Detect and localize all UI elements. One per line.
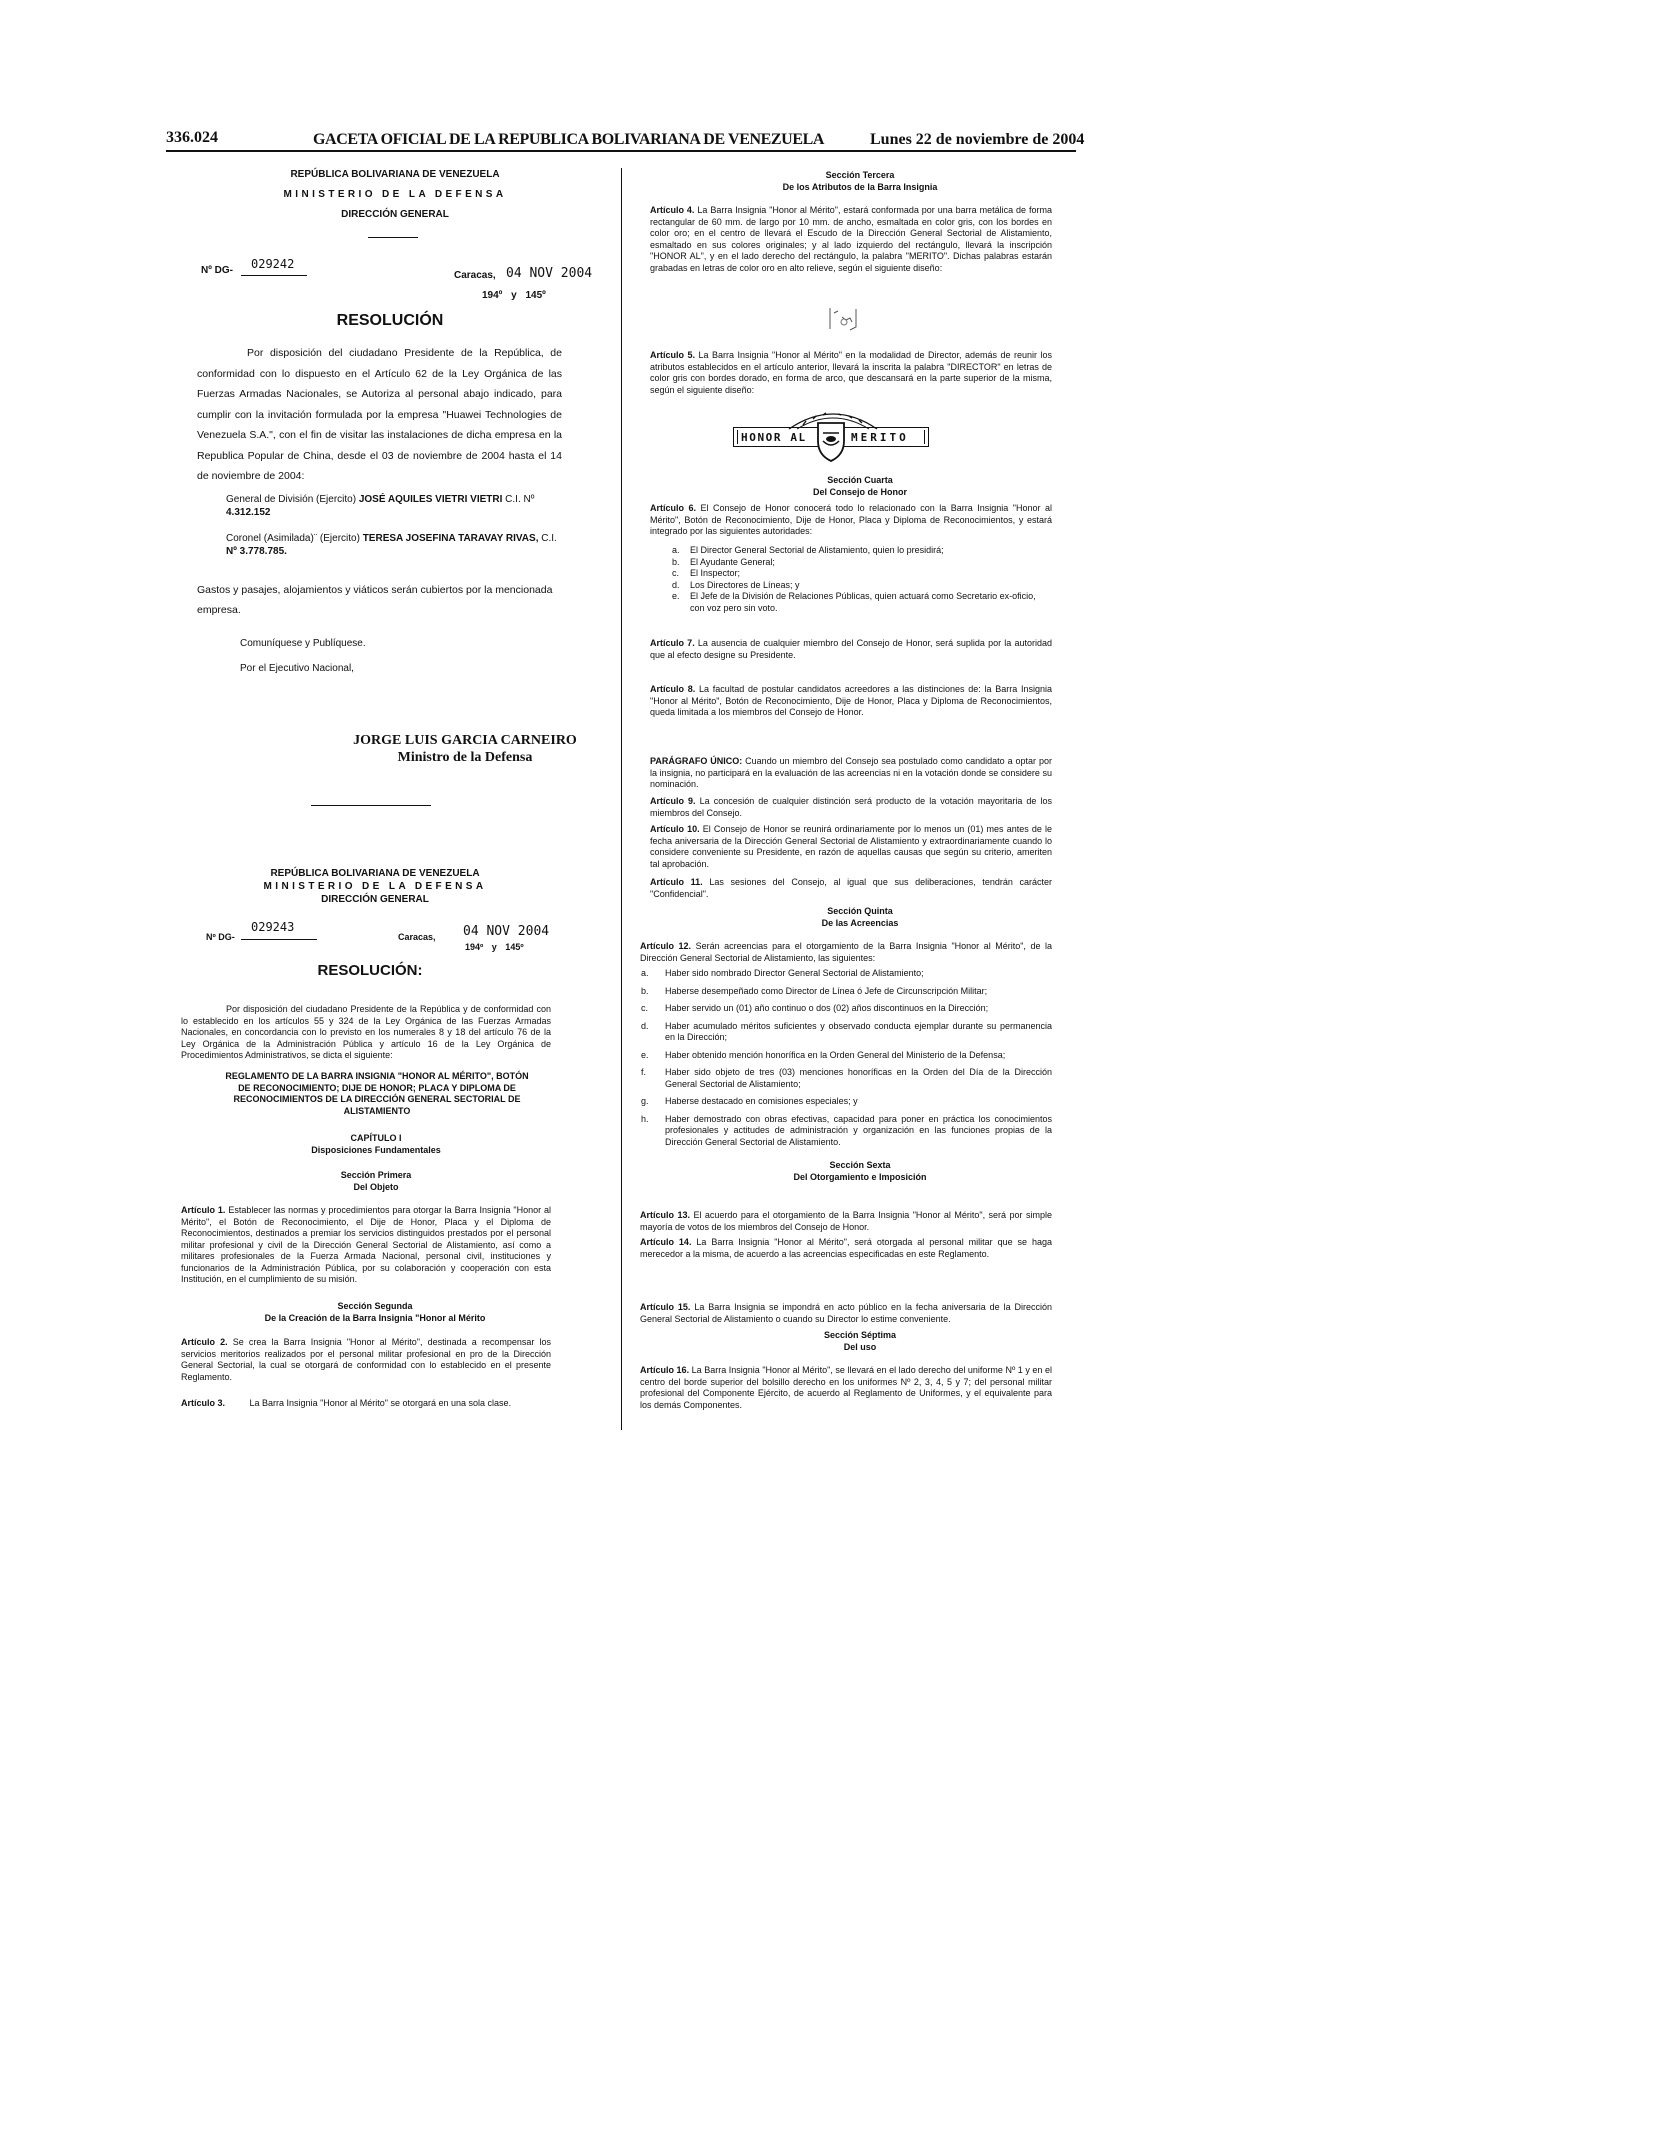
res1-years: 194º y 145º bbox=[482, 290, 546, 301]
list-item bbox=[641, 968, 1052, 980]
res2-date-stamp: 04 NOV 2004 bbox=[463, 924, 550, 939]
chapter-1-number: CAPÍTULO I bbox=[350, 1133, 402, 1143]
res1-ejecutivo: Por el Ejecutivo Nacional, bbox=[240, 663, 354, 674]
list-marker: h. bbox=[641, 1113, 649, 1124]
res1-nro: 029242 bbox=[251, 257, 295, 271]
res1-ministry: MINISTERIO DE LA DEFENSA bbox=[283, 189, 507, 200]
paragrafo-unico bbox=[650, 756, 1052, 791]
list-item bbox=[641, 1096, 1052, 1108]
article-11-text: Las sesiones del Consejo, al igual que sus deliberaciones, tendrán carácter "Confidencial". bbox=[650, 877, 1052, 899]
list-item bbox=[672, 545, 1052, 557]
page-number: 336.024 bbox=[166, 129, 218, 146]
article-7 bbox=[650, 638, 1052, 661]
section-7-title: Del uso bbox=[843, 1341, 877, 1352]
header-rule bbox=[166, 150, 1076, 152]
list-text: Haberse destacado en comisiones especiales; y bbox=[665, 1096, 858, 1106]
list-marker: e. bbox=[641, 1049, 649, 1060]
list-item bbox=[672, 580, 1052, 592]
badge-right-text: MERITO bbox=[851, 431, 909, 444]
list-text: Haber sido objeto de tres (03) menciones honoríficas en la Orden del Día de la Dirección General Sectorial de Alistamiento; bbox=[665, 1067, 1052, 1089]
small-badge-image bbox=[820, 305, 865, 333]
section-2 bbox=[215, 1301, 535, 1324]
res1-nro-rule bbox=[241, 275, 307, 276]
res-separator-rule bbox=[311, 805, 431, 806]
article-13-text: El acuerdo para el otorgamiento de la Barra Insignia "Honor al Mérito", será por simple mayoría de votos de los miembros del Consejo de Honor. bbox=[640, 1210, 1052, 1232]
res1-nro-label: Nº DG- bbox=[201, 265, 233, 276]
res1-person1-ci: C.I. Nº bbox=[505, 494, 535, 505]
section-3 bbox=[730, 170, 990, 193]
article-14 bbox=[640, 1237, 1052, 1260]
res1-person1-rank: General de División (Ejercito) bbox=[226, 494, 357, 505]
list-item bbox=[641, 986, 1052, 998]
paragrafo-label: PARÁGRAFO ÚNICO: bbox=[650, 756, 743, 766]
article-12-label: Artículo 12. bbox=[640, 941, 692, 951]
res1-person2 bbox=[226, 532, 571, 558]
section-5-title: De las Acreencias bbox=[821, 917, 899, 928]
article-2 bbox=[181, 1337, 551, 1383]
list-text: El Jefe de la División de Relaciones Públicas, quien actuará como Secretario ex-oficio, con voz pero sin voto. bbox=[690, 591, 1036, 613]
article-3-label: Artículo 3. bbox=[181, 1398, 226, 1408]
section-4-number: Sección Cuarta bbox=[827, 475, 893, 485]
res2-nro: 029243 bbox=[251, 920, 295, 934]
column-divider bbox=[621, 168, 622, 1430]
section-7-number: Sección Séptima bbox=[823, 1330, 897, 1340]
list-marker: c. bbox=[641, 1003, 649, 1013]
section-4-title: Del Consejo de Honor bbox=[812, 486, 907, 497]
article-4-text: La Barra Insignia "Honor al Mérito", estará conformada por una barra metálica de forma rectangular de 60 mm. de largo por 10 mm. de ancho, esmaltada en color gris, con los bordes en color oro; en el centro de llevará el Escudo de la Dirección General Sectorial de Alistamiento, esmaltado en sus colores originales; y al lado izquierdo del rectángulo, llevará la inscripción "HONOR AL", y en el lado derecho del rectángulo, la palabra "MERITO". Dichas palabras estarán grabadas en letras de color oro en alto relieve, según el siguiente diseño: bbox=[650, 205, 1052, 273]
chapter-1 bbox=[246, 1133, 506, 1156]
res2-place: Caracas, bbox=[398, 932, 436, 942]
article-1-text: Establecer las normas y procedimientos para otorgar la Barra Insignia "Honor al Mérito", el Botón de Reconocimiento, el Dije de Honor, Placa y el Diploma de Reconocimientos, destinados a premiar los servicios distinguidos prestados por el personal militar profesional y civil de la Dirección General Sectorial de Alistamiento, así como a militares profesionales de la Fuerza Armada Nacional, personal civil, instituciones y funcionarios de la Administración Pública, por su colaboración y cooperación con esta Institución, en el cumplimiento de su misión. bbox=[181, 1205, 551, 1284]
res1-republic: REPÚBLICA BOLIVARIANA DE VENEZUELA bbox=[290, 169, 500, 180]
res1-place: Caracas, bbox=[454, 270, 496, 281]
gazette-title: GACETA OFICIAL DE LA REPUBLICA BOLIVARIANA DE VENEZUELA bbox=[313, 131, 825, 148]
res1-header-rule bbox=[368, 237, 418, 238]
list-text: El Inspector; bbox=[690, 568, 741, 578]
article-5 bbox=[650, 350, 1052, 396]
section-5-number: Sección Quinta bbox=[827, 906, 893, 916]
res1-person1-num: 4.312.152 bbox=[226, 507, 271, 518]
list-marker: b. bbox=[672, 556, 680, 567]
article-1-label: Artículo 1. bbox=[181, 1205, 226, 1215]
section-2-title: De la Creación de la Barra Insignia "Honor al Mérito bbox=[264, 1312, 486, 1323]
res2-title: RESOLUCIÓN: bbox=[317, 962, 423, 979]
res2-nro-rule bbox=[241, 939, 317, 940]
section-2-number: Sección Segunda bbox=[337, 1301, 413, 1311]
res1-signer-title: Ministro de la Defensa bbox=[397, 750, 533, 765]
article-14-text: La Barra Insignia "Honor al Mérito", será otorgada al personal militar que se haga merecedor a la misma, de acuerdo a las acreencias especificadas en este Reglamento. bbox=[640, 1237, 1052, 1259]
res1-body: Por disposición del ciudadano Presidente de la República, de conformidad con lo dispuesto en el Artículo 62 de la Ley Orgánica de las Fuerzas Armadas Nacionales, se Autoriza al personal abajo indicado, para cumplir con la invitación formulada por la empresa "Huawei Technologies de Venezuela S.A.", con el fin de visitar las instalaciones de dicha empresa en la Republica Popular de China, desde el 03 de noviembre de 2004 hasta el 14 de noviembre de 2004: bbox=[197, 347, 562, 482]
res1-person1 bbox=[226, 493, 566, 519]
section-6 bbox=[720, 1160, 1000, 1183]
section-4 bbox=[730, 475, 990, 498]
article-11 bbox=[650, 877, 1052, 900]
article-3 bbox=[181, 1398, 561, 1410]
article-15-text: La Barra Insignia se impondrá en acto público en la fecha aniversaria de la Dirección General Sectorial de Alistamiento o cuando su Director lo estime conveniente. bbox=[640, 1302, 1052, 1324]
list-text: Los Directores de Líneas; y bbox=[690, 579, 800, 590]
article-15-label: Artículo 15. bbox=[640, 1302, 691, 1312]
article-16-label: Artículo 16. bbox=[640, 1365, 690, 1375]
article-4 bbox=[650, 205, 1052, 274]
article-2-text: Se crea la Barra Insignia "Honor al Mérito", destinada a recompensar los servicios meritorios realizados por el personal militar profesional en pro de la Dirección General Sectorial, la cual se otorgará de conformidad con lo establecido en el presente Reglamento. bbox=[181, 1337, 551, 1382]
section-5 bbox=[730, 906, 990, 929]
list-item bbox=[672, 568, 1052, 580]
article-6-label: Artículo 6. bbox=[650, 503, 697, 513]
article-13-label: Artículo 13. bbox=[640, 1210, 690, 1220]
list-marker: a. bbox=[641, 968, 649, 978]
article-4-label: Artículo 4. bbox=[650, 205, 695, 215]
list-item bbox=[672, 591, 1052, 614]
article-9-text: La concesión de cualquier distinción será producto de la votación mayoritaria de los miembros del Consejo. bbox=[650, 796, 1052, 818]
res1-person1-name: JOSÉ AQUILES VIETRI VIETRI bbox=[358, 494, 503, 505]
article-12-text: Serán acreencias para el otorgamiento de la Barra Insignia "Honor al Mérito", de la Dirección General Sectorial de Alistamiento, las siguientes: bbox=[640, 941, 1052, 963]
article-16 bbox=[640, 1365, 1052, 1411]
article-12-list bbox=[641, 968, 1052, 1148]
res2-direction: DIRECCIÓN GENERAL bbox=[321, 894, 429, 905]
res1-direction: DIRECCIÓN GENERAL bbox=[341, 209, 449, 220]
section-3-title: De los Atributos de la Barra Insignia bbox=[782, 181, 938, 192]
paragrafo-text: Cuando un miembro del Consejo sea postulado como candidato a optar por la insignia, no participará en la evaluación de las acreencias ni en la votación donde se considere su nominación. bbox=[650, 756, 1052, 789]
list-marker: d. bbox=[672, 579, 680, 590]
section-3-number: Sección Tercera bbox=[825, 170, 895, 180]
res1-signer-name: JORGE LUIS GARCIA CARNEIRO bbox=[353, 733, 577, 748]
list-item bbox=[672, 557, 1052, 569]
article-16-text: La Barra Insignia "Honor al Mérito", se llevará en el lado derecho del uniforme Nº 1 y en el centro del borde superior del bolsillo derecho en los uniformes Nº 2, 3, 4, 5 y 7; del personal militar profesional del Componente Ejército, de acuerdo al Reglamento de Uniformes, y el equivalente para los demás Componentes. bbox=[640, 1365, 1052, 1410]
article-14-label: Artículo 14. bbox=[640, 1237, 692, 1247]
section-1 bbox=[246, 1170, 506, 1193]
section-1-number: Sección Primera bbox=[340, 1170, 412, 1180]
res2-years: 194º y 145º bbox=[465, 942, 524, 952]
chapter-1-title: Disposiciones Fundamentales bbox=[311, 1144, 441, 1155]
article-11-label: Artículo 11. bbox=[650, 877, 703, 887]
res1-date-stamp: 04 NOV 2004 bbox=[506, 266, 593, 281]
list-text: Haber acumulado méritos suficientes y observado conducta ejemplar durante su permanencia en la Dirección; bbox=[665, 1020, 1052, 1042]
article-7-label: Artículo 7. bbox=[650, 638, 695, 648]
article-3-text: La Barra Insignia "Honor al Mérito" se otorgará en una sola clase. bbox=[249, 1398, 512, 1408]
article-9 bbox=[650, 796, 1052, 819]
director-badge bbox=[733, 405, 931, 467]
res1-person2-rank: Coronel (Asimilada)¨ (Ejercito) bbox=[226, 533, 360, 544]
article-8-label: Artículo 8. bbox=[650, 684, 696, 694]
list-marker: f. bbox=[641, 1067, 647, 1077]
article-10-text: El Consejo de Honor se reunirá ordinariamente por lo menos un (01) mes antes de le fecha aniversaria de la Dirección General Sectorial de Alistamiento y extraordinariamente cuando lo considere conveniente su Presidente, en razón de aquellas causas que según su criterio, ameriten tal aprobación. bbox=[650, 824, 1052, 869]
article-8 bbox=[650, 684, 1052, 719]
article-12 bbox=[640, 941, 1052, 964]
article-2-label: Artículo 2. bbox=[181, 1337, 228, 1347]
list-item bbox=[641, 1003, 1052, 1015]
res1-person2-num: Nº 3.778.785. bbox=[226, 546, 287, 557]
res1-gastos: Gastos y pasajes, alojamientos y viáticos serán cubiertos por la mencionada empresa. bbox=[197, 584, 553, 616]
list-item bbox=[641, 1021, 1052, 1044]
list-text: Haber sido nombrado Director General Sectorial de Alistamiento; bbox=[665, 968, 924, 978]
list-text: Haber demostrado con obras efectivas, capacidad para poner en práctica los conocimientos profesionales y actitudes de administración y organización en las funciones propias de la Dirección General Sectorial de Alistamiento. bbox=[665, 1113, 1052, 1147]
list-marker: a. bbox=[672, 545, 680, 555]
res1-person2-name: TERESA JOSEFINA TARAVAY RIVAS, bbox=[362, 533, 539, 544]
res1-comuniquese: Comuníquese y Publíquese. bbox=[240, 638, 366, 649]
list-marker: e. bbox=[672, 591, 680, 601]
badge-shield-icon bbox=[815, 419, 847, 463]
section-6-title: Del Otorgamiento e Imposición bbox=[793, 1171, 927, 1182]
gazette-date: Lunes 22 de noviembre de 2004 bbox=[870, 131, 1085, 148]
res1-person2-ci: C.I. bbox=[541, 533, 557, 544]
article-8-text: La facultad de postular candidatos acreedores a las distinciones de: la Barra Insignia "Honor al Mérito", Botón de Reconocimiento, Dije de Honor, Placa y Diploma de Reconocimientos, queda limitada a los miembros del Consejo de Honor. bbox=[650, 684, 1052, 717]
list-text: Haber obtenido mención honorífica en la Orden General del Ministerio de la Defensa; bbox=[665, 1049, 1006, 1060]
list-text: El Ayudante General; bbox=[690, 556, 775, 567]
article-6-list bbox=[672, 545, 1052, 614]
list-text: Haber servido un (01) año continuo o dos (02) años discontinuos en la Dirección; bbox=[665, 1003, 989, 1013]
list-marker: d. bbox=[641, 1020, 649, 1031]
res2-republic: REPÚBLICA BOLIVARIANA DE VENEZUELA bbox=[270, 868, 480, 879]
article-9-label: Artículo 9. bbox=[650, 796, 696, 806]
reglamento-title: REGLAMENTO DE LA BARRA INSIGNIA "HONOR AL MÉRITO", BOTÓN DE RECONOCIMIENTO; DIJE DE HONOR; PLACA Y DIPLOMA DE RECONOCIMIENTOS DE LA DIRECCIÓN GENERAL SECTORIAL DE ALISTAMIENTO bbox=[225, 1071, 529, 1116]
res1-title: RESOLUCIÓN bbox=[336, 312, 444, 329]
article-13 bbox=[640, 1210, 1052, 1233]
article-6 bbox=[650, 503, 1052, 538]
article-10 bbox=[650, 824, 1052, 870]
res2-ministry: MINISTERIO DE LA DEFENSA bbox=[263, 881, 487, 892]
list-marker: c. bbox=[672, 568, 680, 578]
res2-nro-label: Nº DG- bbox=[206, 932, 235, 942]
section-1-title: Del Objeto bbox=[353, 1181, 399, 1192]
section-7 bbox=[720, 1330, 1000, 1353]
article-7-text: La ausencia de cualquier miembro del Consejo de Honor, será suplida por la autoridad que al efecto designe su Presidente. bbox=[650, 638, 1052, 660]
list-marker: b. bbox=[641, 985, 649, 996]
article-15 bbox=[640, 1302, 1052, 1325]
article-1 bbox=[181, 1205, 551, 1286]
res1-header bbox=[250, 168, 540, 221]
res2-header bbox=[230, 868, 520, 906]
article-5-label: Artículo 5. bbox=[650, 350, 695, 360]
article-6-text: El Consejo de Honor conocerá todo lo relacionado con la Barra Insignia "Honor al Mérito", Botón de Reconocimiento, Dije de Honor, Placa y Diploma de Reconocimientos, y estará integrado por las siguientes autoridades: bbox=[650, 503, 1052, 536]
list-item bbox=[641, 1067, 1052, 1090]
article-5-text: La Barra Insignia "Honor al Mérito" en la modalidad de Director, además de reunir los atributos establecidos en el artículo anterior, llevará la inscrita la palabra "DIRECTOR" en letras de color gris con bordes dorado, en forma de arco, que descansará en la parte superior de la misma, según el siguiente diseño: bbox=[650, 350, 1052, 395]
badge-left-text: HONOR AL bbox=[741, 431, 807, 444]
section-6-number: Sección Sexta bbox=[829, 1160, 891, 1170]
list-text: El Director General Sectorial de Alistamiento, quien lo presidirá; bbox=[690, 545, 944, 555]
list-item bbox=[641, 1050, 1052, 1062]
res2-body: Por disposición del ciudadano Presidente de la República y de conformidad con lo establecido en los artículos 55 y 324 de la Ley Orgánica de las Fuerzas Armadas Nacionales, en concordancia con lo previsto en los numerales 8 y 18 del artículo 76 de la Ley Orgánica de la Administración Pública y artículo 16 de la Ley Orgánica de Procedimientos Administrativos, se dicta el siguiente: bbox=[181, 1004, 551, 1060]
list-item bbox=[641, 1114, 1052, 1149]
article-10-label: Artículo 10. bbox=[650, 824, 700, 834]
list-marker: g. bbox=[641, 1096, 649, 1106]
list-text: Haberse desempeñado como Director de Línea ó Jefe de Circunscripción Militar; bbox=[665, 985, 988, 996]
